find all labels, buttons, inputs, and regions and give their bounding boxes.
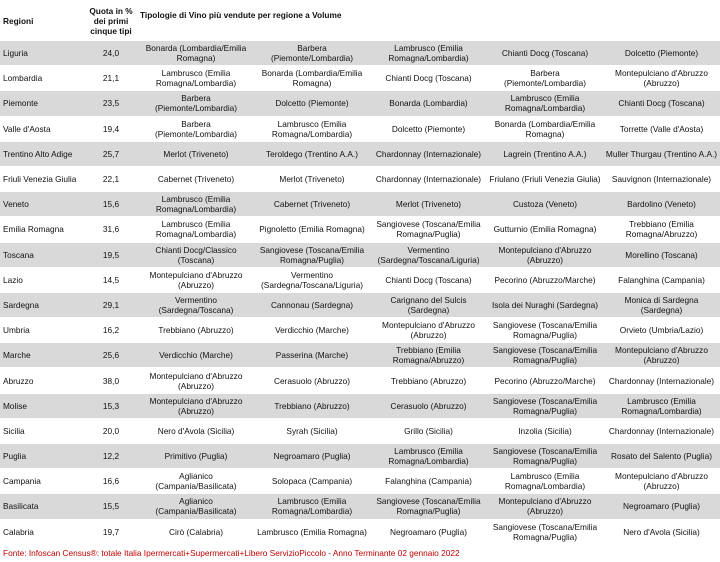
region-cell: Puglia [0, 444, 84, 469]
header-region: Regioni [0, 0, 84, 41]
wine-cell: Cerasuolo (Abruzzo) [370, 393, 487, 418]
table-row [0, 418, 720, 443]
wine-cell: Lambrusco (Emilia Romagna/Lombardia) [370, 444, 487, 469]
wine-cell: Lambrusco (Emilia Romagna) [254, 519, 370, 544]
wine-cell: Montepulciano d'Abruzzo (Abruzzo) [370, 318, 487, 343]
wine-cell: Barbera (Piemonte/Lombardia) [254, 41, 370, 66]
wine-cell: Montepulciano d'Abruzzo (Abruzzo) [603, 343, 720, 368]
table-row [0, 368, 720, 393]
quota-cell: 19,7 [84, 519, 138, 544]
wine-cell: Sangiovese (Toscana/Emilia Romagna/Puglia) [487, 393, 603, 418]
wine-cell: Primitivo (Puglia) [138, 444, 254, 469]
wine-cell: Dolcetto (Piemonte) [603, 41, 720, 66]
quota-cell: 16,6 [84, 469, 138, 494]
wine-cell: Aglianico (Campania/Basilicata) [138, 469, 254, 494]
region-cell: Abruzzo [0, 368, 84, 393]
region-cell: Veneto [0, 192, 84, 217]
region-cell: Calabria [0, 519, 84, 544]
region-cell: Piemonte [0, 91, 84, 116]
wine-cell: Falanghina (Campania) [370, 469, 487, 494]
wine-cell: Vermentino (Sardegna/Toscana/Liguria) [254, 267, 370, 292]
wine-cell: Montepulciano d'Abruzzo (Abruzzo) [603, 66, 720, 91]
quota-cell: 16,2 [84, 318, 138, 343]
source-note: Fonte: Infoscan Census®: totale Italia Ipermercati+Supermercati+Libero ServizioPiccolo - Anno Terminante 02 gennaio 2022 [3, 547, 460, 558]
wine-cell: Inzolia (Sicilia) [487, 418, 603, 443]
wine-cell: Barbera (Piemonte/Lombardia) [487, 66, 603, 91]
table-row [0, 343, 720, 368]
table-row [0, 66, 720, 91]
wine-cell: Cerasuolo (Abruzzo) [254, 368, 370, 393]
table-row [0, 192, 720, 217]
table-row [0, 267, 720, 292]
quota-cell: 23,5 [84, 91, 138, 116]
header-empty [603, 0, 720, 41]
quota-cell: 14,5 [84, 267, 138, 292]
wine-cell: Monica di Sardegna (Sardegna) [603, 292, 720, 317]
wine-cell: Aglianico (Campania/Basilicata) [138, 494, 254, 519]
wine-cell: Torrette (Valle d'Aosta) [603, 116, 720, 141]
wine-cell: Isola dei Nuraghi (Sardegna) [487, 292, 603, 317]
quota-cell: 12,2 [84, 444, 138, 469]
region-cell: Trentino Alto Adige [0, 141, 84, 166]
table-row [0, 494, 720, 519]
table-row [0, 41, 720, 66]
wine-cell: Lagrein (Trentino A.A.) [487, 141, 603, 166]
wine-cell: Montepulciano d'Abruzzo (Abruzzo) [138, 393, 254, 418]
wine-cell: Chardonnay (Internazionale) [370, 141, 487, 166]
table-row [0, 318, 720, 343]
wine-cell: Trebbiano (Emilia Romagna/Abruzzo) [603, 217, 720, 242]
table-row [0, 242, 720, 267]
quota-cell: 20,0 [84, 418, 138, 443]
wine-cell: Cannonau (Sardegna) [254, 292, 370, 317]
wine-cell: Teroldego (Trentino A.A.) [254, 141, 370, 166]
wine-cell: Orvieto (Umbria/Lazio) [603, 318, 720, 343]
wine-cell: Chianti Docg/Classico (Toscana) [138, 242, 254, 267]
wine-cell: Negroamaro (Puglia) [370, 519, 487, 544]
region-cell: Molise [0, 393, 84, 418]
wine-cell: Sauvignon (Internazionale) [603, 166, 720, 191]
wine-cell: Rosato del Salento (Puglia) [603, 444, 720, 469]
wine-cell: Merlot (Triveneto) [254, 166, 370, 191]
wine-cell: Lambrusco (Emilia Romagna/Lombardia) [603, 393, 720, 418]
wine-cell: Montepulciano d'Abruzzo (Abruzzo) [138, 368, 254, 393]
wine-cell: Nero d'Avola (Sicilia) [138, 418, 254, 443]
wine-cell: Friulano (Friuli Venezia Giulia) [487, 166, 603, 191]
table-header [0, 0, 720, 41]
wine-cell: Lambrusco (Emilia Romagna/Lombardia) [487, 469, 603, 494]
wine-cell: Barbera (Piemonte/Lombardia) [138, 91, 254, 116]
wine-cell: Montepulciano d'Abruzzo (Abruzzo) [138, 267, 254, 292]
wine-cell: Dolcetto (Piemonte) [370, 116, 487, 141]
table-row [0, 91, 720, 116]
wine-cell: Negroamaro (Puglia) [254, 444, 370, 469]
wine-cell: Barbera (Piemonte/Lombardia) [138, 116, 254, 141]
region-cell: Toscana [0, 242, 84, 267]
region-cell: Basilicata [0, 494, 84, 519]
wine-cell: Chardonnay (Internazionale) [370, 166, 487, 191]
wine-cell: Montepulciano d'Abruzzo (Abruzzo) [487, 242, 603, 267]
wine-cell: Bonarda (Lombardia/Emilia Romagna) [487, 116, 603, 141]
table-body [0, 41, 720, 544]
wine-cell: Grillo (Sicilia) [370, 418, 487, 443]
wine-cell: Lambrusco (Emilia Romagna/Lombardia) [138, 192, 254, 217]
region-cell: Umbria [0, 318, 84, 343]
wine-cell: Chianti Docg (Toscana) [370, 66, 487, 91]
region-cell: Marche [0, 343, 84, 368]
wine-cell: Montepulciano d'Abruzzo (Abruzzo) [603, 469, 720, 494]
wine-cell: Lambrusco (Emilia Romagna/Lombardia) [138, 217, 254, 242]
quota-cell: 15,5 [84, 494, 138, 519]
wine-cell: Montepulciano d'Abruzzo (Abruzzo) [487, 494, 603, 519]
region-cell: Liguria [0, 41, 84, 66]
table-row [0, 519, 720, 544]
wine-cell: Chardonnay (Internazionale) [603, 368, 720, 393]
wine-cell: Vermentino (Sardegna/Toscana/Liguria) [370, 242, 487, 267]
quota-cell: 24,0 [84, 41, 138, 66]
wine-cell: Syrah (Sicilia) [254, 418, 370, 443]
region-cell: Emilia Romagna [0, 217, 84, 242]
wine-cell: Bonarda (Lombardia/Emilia Romagna) [254, 66, 370, 91]
region-cell: Lombardia [0, 66, 84, 91]
table-row [0, 217, 720, 242]
wine-cell: Verdicchio (Marche) [138, 343, 254, 368]
quota-cell: 19,4 [84, 116, 138, 141]
wine-cell: Lambrusco (Emilia Romagna/Lombardia) [370, 41, 487, 66]
wine-cell: Morellino (Toscana) [603, 242, 720, 267]
wine-cell: Negroamaro (Puglia) [603, 494, 720, 519]
table-row [0, 469, 720, 494]
wine-cell: Custoza (Veneto) [487, 192, 603, 217]
wine-cell: Sangiovese (Toscana/Emilia Romagna/Puglia) [370, 494, 487, 519]
header-empty [487, 0, 603, 41]
wine-cell: Cabernet (Triveneto) [254, 192, 370, 217]
table-row [0, 141, 720, 166]
header-quota: Quota in % dei primi cinque tipi [84, 0, 138, 41]
quota-cell: 38,0 [84, 368, 138, 393]
wine-cell: Trebbiano (Abruzzo) [370, 368, 487, 393]
wine-cell: Vermentino (Sardegna/Toscana) [138, 292, 254, 317]
region-cell: Campania [0, 469, 84, 494]
quota-cell: 29,1 [84, 292, 138, 317]
wine-cell: Chianti Docg (Toscana) [370, 267, 487, 292]
wine-cell: Pignoletto (Emilia Romagna) [254, 217, 370, 242]
wine-cell: Solopaca (Campania) [254, 469, 370, 494]
region-cell: Sicilia [0, 418, 84, 443]
table-row [0, 292, 720, 317]
wine-cell: Verdicchio (Marche) [254, 318, 370, 343]
wine-cell: Passerina (Marche) [254, 343, 370, 368]
quota-cell: 19,5 [84, 242, 138, 267]
header-empty [370, 0, 487, 41]
wine-cell: Trebbiano (Abruzzo) [254, 393, 370, 418]
wine-cell: Merlot (Triveneto) [138, 141, 254, 166]
wine-cell: Pecorino (Abruzzo/Marche) [487, 267, 603, 292]
wine-cell: Nero d'Avola (Sicilia) [603, 519, 720, 544]
wine-cell: Gutturnio (Emilia Romagna) [487, 217, 603, 242]
wine-cell: Bonarda (Lombardia) [370, 91, 487, 116]
wine-cell: Falanghina (Campania) [603, 267, 720, 292]
region-cell: Sardegna [0, 292, 84, 317]
wine-cell: Chardonnay (Internazionale) [603, 418, 720, 443]
wine-cell: Chianti Docg (Toscana) [603, 91, 720, 116]
table-row [0, 166, 720, 191]
wine-cell: Carignano del Sulcis (Sardegna) [370, 292, 487, 317]
wine-cell: Pecorino (Abruzzo/Marche) [487, 368, 603, 393]
table-row [0, 393, 720, 418]
wine-cell: Trebbiano (Abruzzo) [138, 318, 254, 343]
wine-cell: Sangiovese (Toscana/Emilia Romagna/Puglia) [487, 444, 603, 469]
wine-cell: Dolcetto (Piemonte) [254, 91, 370, 116]
region-cell: Lazio [0, 267, 84, 292]
quota-cell: 25,7 [84, 141, 138, 166]
wine-cell: Lambrusco (Emilia Romagna/Lombardia) [254, 116, 370, 141]
region-cell: Friuli Venezia Giulia [0, 166, 84, 191]
wine-cell: Bonarda (Lombardia/Emilia Romagna) [138, 41, 254, 66]
wine-cell: Muller Thurgau (Trentino A.A.) [603, 141, 720, 166]
wine-cell: Lambrusco (Emilia Romagna/Lombardia) [254, 494, 370, 519]
table-row [0, 444, 720, 469]
wine-cell: Sangiovese (Toscana/Emilia Romagna/Puglia) [487, 343, 603, 368]
wine-cell: Chianti Docg (Toscana) [487, 41, 603, 66]
quota-cell: 15,6 [84, 192, 138, 217]
quota-cell: 25,6 [84, 343, 138, 368]
wine-cell: Cabernet (Triveneto) [138, 166, 254, 191]
wine-cell: Lambrusco (Emilia Romagna/Lombardia) [138, 66, 254, 91]
quota-cell: 31,6 [84, 217, 138, 242]
table-row [0, 116, 720, 141]
wine-cell: Sangiovese (Toscana/Emilia Romagna/Puglia) [487, 519, 603, 544]
wine-cell: Lambrusco (Emilia Romagna/Lombardia) [487, 91, 603, 116]
wine-cell: Bardolino (Veneto) [603, 192, 720, 217]
quota-cell: 22,1 [84, 166, 138, 191]
region-cell: Valle d'Aosta [0, 116, 84, 141]
header-types: Tipologie di Vino più vendute per regione a Volume [138, 0, 370, 41]
wine-cell: Sangiovese (Toscana/Emilia Romagna/Puglia) [254, 242, 370, 267]
quota-cell: 15,3 [84, 393, 138, 418]
wine-cell: Cirò (Calabria) [138, 519, 254, 544]
quota-cell: 21,1 [84, 66, 138, 91]
wine-cell: Trebbiano (Emilia Romagna/Abruzzo) [370, 343, 487, 368]
wine-cell: Merlot (Triveneto) [370, 192, 487, 217]
wine-cell: Sangiovese (Toscana/Emilia Romagna/Puglia) [370, 217, 487, 242]
wine-cell: Sangiovese (Toscana/Emilia Romagna/Puglia) [487, 318, 603, 343]
